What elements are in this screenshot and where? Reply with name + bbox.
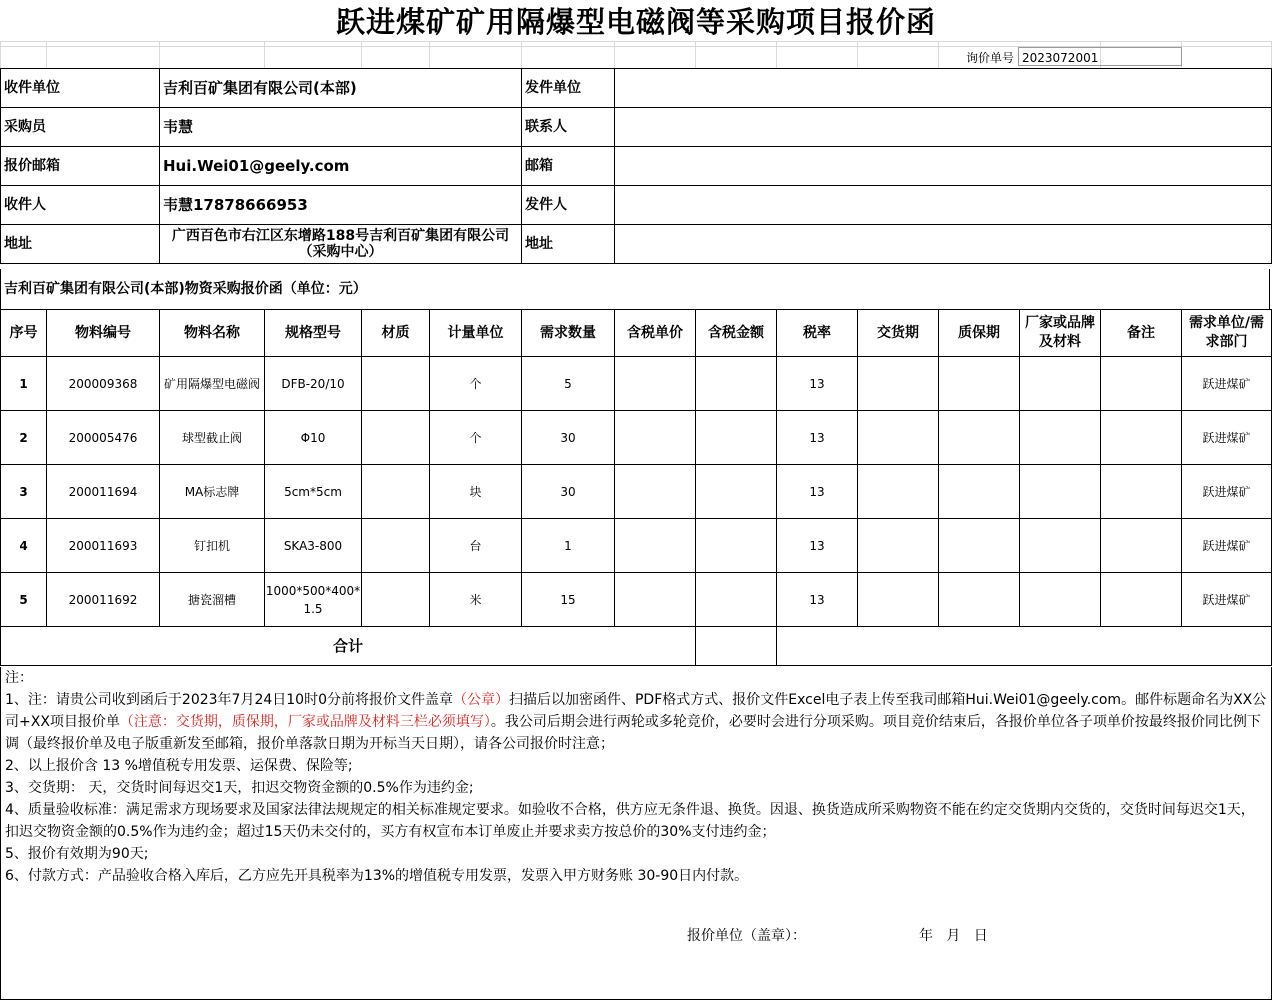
- cell-amount[interactable]: [696, 519, 777, 573]
- table-row: [1, 519, 1272, 573]
- cell-unit: 米: [430, 573, 522, 627]
- cell-unit: 块: [430, 465, 522, 519]
- cell-unit: 台: [430, 519, 522, 573]
- cell-warranty[interactable]: [939, 357, 1020, 411]
- col-unit-price: 含税单价: [615, 310, 696, 357]
- cell-code: 200005476: [47, 411, 160, 465]
- quote-email-label: 报价邮箱: [1, 147, 160, 186]
- cell-warranty[interactable]: [939, 573, 1020, 627]
- sign-label: 报价单位（盖章）：: [687, 928, 806, 944]
- cell-delivery[interactable]: [858, 465, 939, 519]
- cell-qty: 5: [522, 357, 615, 411]
- cell-tax: 13: [777, 357, 858, 411]
- col-brand: 厂家或品牌及材料: [1020, 310, 1101, 357]
- total-filler: [777, 627, 1272, 666]
- cell-material[interactable]: [362, 411, 430, 465]
- cell-tax: 13: [777, 573, 858, 627]
- cell-remark[interactable]: [1101, 465, 1182, 519]
- cell-remark[interactable]: [1101, 519, 1182, 573]
- cell-unit: 个: [430, 357, 522, 411]
- cell-delivery[interactable]: [858, 519, 939, 573]
- cell-unit-price[interactable]: [615, 357, 696, 411]
- cell-amount[interactable]: [696, 411, 777, 465]
- note-1-red-seal: （公章）: [452, 692, 509, 708]
- cell-code: 200011694: [47, 465, 160, 519]
- cell-warranty[interactable]: [939, 411, 1020, 465]
- sender-value[interactable]: [615, 186, 1272, 225]
- buyer-value[interactable]: 韦慧: [160, 108, 522, 147]
- cell-code: 200011693: [47, 519, 160, 573]
- sender-label: 发件人: [522, 186, 615, 225]
- cell-tax: 13: [777, 465, 858, 519]
- table-row: [1, 573, 1272, 627]
- recipient-label: 收件人: [1, 186, 160, 225]
- cell-name: 搪瓷溜槽: [160, 573, 265, 627]
- cell-name: 钉扣机: [160, 519, 265, 573]
- note-4: 4、质量验收标准：满足需求方现场要求及国家法律法规规定的相关标准规定要求。如验收不合格，供方应无条件退、换货。因退、换货造成所采购物资不能在约定交货期内交货的，交货时间每迟交1天，扣迟交物资金额的0.5%作为违约金；超过15天仍未交付的，买方有权宣布本订单废止并要求卖方按总价的30%支付违约金；: [5, 802, 1255, 840]
- cell-seq: 2: [1, 411, 47, 465]
- cell-remark[interactable]: [1101, 357, 1182, 411]
- inquiry-row: [0, 41, 1272, 68]
- note-2: 2、以上报价含 13 %增值税专用发票、运保费、保险等;: [5, 758, 353, 774]
- notes-header: 注：: [5, 670, 33, 686]
- table-row: [1, 411, 1272, 465]
- recipient-value[interactable]: 韦慧17878666953: [160, 186, 522, 225]
- cell-dept: 跃进煤矿: [1182, 519, 1272, 573]
- receiver-unit-label: 收件单位: [1, 69, 160, 108]
- cell-brand[interactable]: [1020, 519, 1101, 573]
- cell-dept: 跃进煤矿: [1182, 573, 1272, 627]
- table-row: [1, 357, 1272, 411]
- cell-spec: 1000*500*400*1.5: [265, 573, 362, 627]
- receiver-unit-value[interactable]: 吉利百矿集团有限公司(本部): [160, 69, 522, 108]
- cell-material[interactable]: [362, 519, 430, 573]
- cell-qty: 30: [522, 465, 615, 519]
- items-table: [0, 309, 1272, 666]
- col-dept: 需求单位/需求部门: [1182, 310, 1272, 357]
- cell-name: 矿用隔爆型电磁阀: [160, 357, 265, 411]
- cell-seq: 3: [1, 465, 47, 519]
- cell-tax: 13: [777, 411, 858, 465]
- note-3: 3、交货期： 天，交货时间每迟交1天，扣迟交物资金额的0.5%作为违约金;: [5, 780, 474, 796]
- cell-unit-price[interactable]: [615, 411, 696, 465]
- col-qty: 需求数量: [522, 310, 615, 357]
- buyer-label: 采购员: [1, 108, 160, 147]
- email-label: 邮箱: [522, 147, 615, 186]
- inquiry-number: 2023072001: [1022, 51, 1099, 65]
- cell-unit-price[interactable]: [615, 519, 696, 573]
- inquiry-number-label: 询价单号: [966, 51, 1015, 65]
- sender-address-label: 地址: [522, 225, 615, 264]
- cell-dept: 跃进煤矿: [1182, 357, 1272, 411]
- cell-dept: 跃进煤矿: [1182, 411, 1272, 465]
- col-amount: 含税金额: [696, 310, 777, 357]
- cell-brand[interactable]: [1020, 411, 1101, 465]
- quote-subtitle: 吉利百矿集团有限公司(本部)物资采购报价函（单位：元）: [0, 269, 1270, 309]
- note-6: 6、付款方式：产品验收合格入库后，乙方应先开具税率为13%的增值税专用发票，发票入甲方财务账 30-90日内付款。: [5, 868, 749, 884]
- sender-unit-label: 发件单位: [522, 69, 615, 108]
- col-name: 物料名称: [160, 310, 265, 357]
- total-label: 合计: [1, 627, 696, 666]
- quote-email-value[interactable]: Hui.Wei01@geely.com: [160, 147, 522, 186]
- cell-brand[interactable]: [1020, 465, 1101, 519]
- items-header-row: [1, 310, 1272, 357]
- cell-qty: 15: [522, 573, 615, 627]
- note-1-text-a: 1、注：请贵公司收到函后于2023年7月24日10时0分前将报价文件盖章: [5, 692, 453, 708]
- cell-spec: Φ10: [265, 411, 362, 465]
- cell-amount[interactable]: [696, 465, 777, 519]
- cell-seq: 4: [1, 519, 47, 573]
- sign-date: 年 月 日: [919, 928, 988, 944]
- cell-warranty[interactable]: [939, 519, 1020, 573]
- note-1-text-b: 扫描后以加密函件、PDF格式方式、报价文件Excel电子表上传至我司邮箱Hui.Wei01@geely.com。邮件标题命名为XX公司+XX项目报价单: [5, 692, 1267, 730]
- cell-unit-price[interactable]: [615, 573, 696, 627]
- col-material: 材质: [362, 310, 430, 357]
- document-title: 跃进煤矿矿用隔爆型电磁阀等采购项目报价函: [335, 5, 936, 39]
- cell-spec: DFB-20/10: [265, 357, 362, 411]
- sender-address-value[interactable]: [615, 225, 1272, 264]
- cell-tax: 13: [777, 519, 858, 573]
- col-spec: 规格型号: [265, 310, 362, 357]
- cell-amount[interactable]: [696, 573, 777, 627]
- cell-seq: 1: [1, 357, 47, 411]
- cell-qty: 1: [522, 519, 615, 573]
- cell-name: 球型截止阀: [160, 411, 265, 465]
- cell-dept: 跃进煤矿: [1182, 465, 1272, 519]
- cell-material[interactable]: [362, 357, 430, 411]
- notes-section: [0, 667, 1272, 1000]
- address-value[interactable]: 广西百色市右江区东增路188号吉利百矿集团有限公司（采购中心）: [160, 225, 522, 264]
- col-remark: 备注: [1101, 310, 1182, 357]
- sender-unit-value[interactable]: [615, 69, 1272, 108]
- note-1-red-warning: （注意：交货期，质保期，厂家或品牌及材料三栏必须填写）: [119, 714, 491, 730]
- col-code: 物料编号: [47, 310, 160, 357]
- cell-spec: 5cm*5cm: [265, 465, 362, 519]
- cell-unit-price[interactable]: [615, 465, 696, 519]
- cell-remark[interactable]: [1101, 411, 1182, 465]
- total-amount[interactable]: [696, 627, 777, 666]
- cell-unit: 个: [430, 411, 522, 465]
- cell-delivery[interactable]: [858, 573, 939, 627]
- cell-material[interactable]: [362, 573, 430, 627]
- contact-label: 联系人: [522, 108, 615, 147]
- total-row: [1, 627, 1272, 666]
- cell-code: 200009368: [47, 357, 160, 411]
- cell-delivery[interactable]: [858, 411, 939, 465]
- cell-code: 200011692: [47, 573, 160, 627]
- cell-amount[interactable]: [696, 357, 777, 411]
- cell-name: MA标志牌: [160, 465, 265, 519]
- contact-value[interactable]: [615, 108, 1272, 147]
- info-table: [0, 68, 1272, 264]
- col-tax: 税率: [777, 310, 858, 357]
- cell-spec: SKA3-800: [265, 519, 362, 573]
- address-label: 地址: [1, 225, 160, 264]
- note-5: 5、报价有效期为90天;: [5, 846, 149, 862]
- table-row: [1, 465, 1272, 519]
- cell-delivery[interactable]: [858, 357, 939, 411]
- cell-seq: 5: [1, 573, 47, 627]
- cell-brand[interactable]: [1020, 573, 1101, 627]
- note-1: [5, 689, 1267, 755]
- cell-material[interactable]: [362, 465, 430, 519]
- cell-remark[interactable]: [1101, 573, 1182, 627]
- col-delivery: 交货期: [858, 310, 939, 357]
- email-value[interactable]: [615, 147, 1272, 186]
- col-unit: 计量单位: [430, 310, 522, 357]
- note-1-text-c: 。我公司后期会进行两轮或多轮竞价，必要时会进行分项采购。项目竞价结束后，各报价单位各子项单价按最终报价同比例下调（最终报价单及电子版重新发至邮箱，报价单落款日期为开标当天日期），请各公司报价时注意；: [5, 714, 1261, 752]
- col-seq: 序号: [1, 310, 47, 357]
- cell-brand[interactable]: [1020, 357, 1101, 411]
- col-warranty: 质保期: [939, 310, 1020, 357]
- cell-qty: 30: [522, 411, 615, 465]
- cell-warranty[interactable]: [939, 465, 1020, 519]
